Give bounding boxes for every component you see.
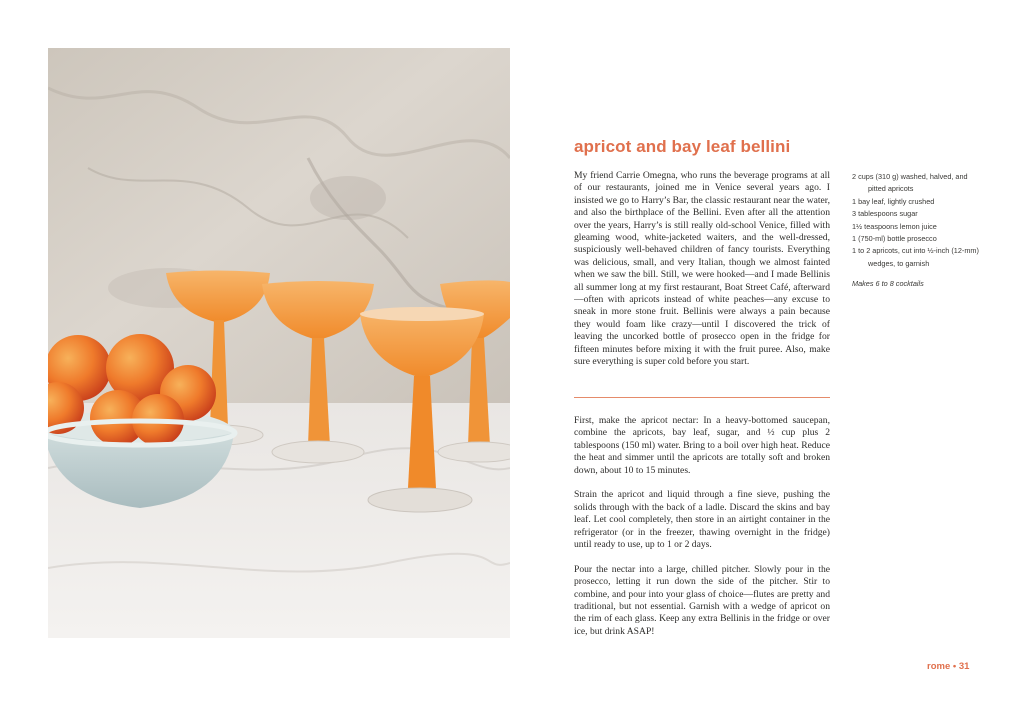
ingredient-item: 1 (750-ml) bottle prosecco xyxy=(852,234,937,244)
recipe-yield: Makes 6 to 8 cocktails xyxy=(852,279,924,289)
ingredient-item: 3 tablespoons sugar xyxy=(852,209,918,219)
cocktail-photo xyxy=(48,48,510,638)
method-step: First, make the apricot nectar: In a heavy-bottomed saucepan, combine the apricots, bay leaf, sugar, and ½ cup plus 2 tablespoons (150 ml) water. Bring to a boil over high heat. Reduce the heat and simmer until the apricots are totally soft and broken down, about 10 to 15 minutes. xyxy=(574,415,830,476)
ingredient-list xyxy=(852,171,980,291)
ingredient-item: 1 bay leaf, lightly crushed xyxy=(852,196,935,206)
method-step: Strain the apricot and liquid through a fine sieve, pushing the solids through with the back of a ladle. Discard the skins and bay leaf. Let cool completely, then store in an airtight container in the refrigerator (or in the freezer, thawing overnight in the fridge) until ready to use, up to 1 or 2 days. xyxy=(574,489,830,551)
method-step: Pour the nectar into a large, chilled pitcher. Slowly pour in the prosecco, letting it run down the side of the pitcher. Stir to combine, and pour into your glass of choice—flutes are pretty and traditional, but not essential. Garnish with a wedge of apricot on the rim of each glass. Keep any extra Bellinis in the fridge or over ice, but drink ASAP! xyxy=(574,563,830,637)
page-number: rome • 31 xyxy=(927,661,970,672)
recipe-title: apricot and bay leaf bellini xyxy=(574,137,791,156)
recipe-page xyxy=(574,0,994,701)
ingredient-item: 1 to 2 apricots, cut into ½-inch (12-mm) wedges, to garnish xyxy=(852,246,979,268)
section-divider xyxy=(574,397,830,398)
method-steps xyxy=(574,415,830,638)
ingredient-item: 1½ teaspoons lemon juice xyxy=(852,221,937,231)
recipe-body xyxy=(574,170,830,651)
intro-block xyxy=(574,170,830,388)
ingredient-item: 2 cups (310 g) washed, halved, and pitted apricots xyxy=(852,172,968,194)
intro-paragraph: My friend Carrie Omegna, who runs the beverage programs at all of our restaurants, joined me in Venice several years ago. I insisted we go to Harry’s Bar, the classic restaurant near the water, and also the birthplace of the Bellini. Even after all the attention over the years, Harry’s is still really old-school Venice, filled with gleaming wood, white-jacketed waiters, and the well-dressed, suspiciously well-behaved children of fancy tourists. Everything was delicious, small, and very Italian, though we almost fainted when we saw the bill. Still, we were hooked—and I made Bellinis all summer long at my first restaurant, Boat Street Café, afterward—often with apricots instead of white peaches—any excuse to sneak in more stone fruit. Bellinis were always a pain because they would foam like crazy—until I discovered the trick of leaving the uncorked bottle of prosecco open in the fridge for fifteen minutes before mixing it with the fruit puree. Also, make sure everything is super cold before you start. xyxy=(574,170,830,368)
